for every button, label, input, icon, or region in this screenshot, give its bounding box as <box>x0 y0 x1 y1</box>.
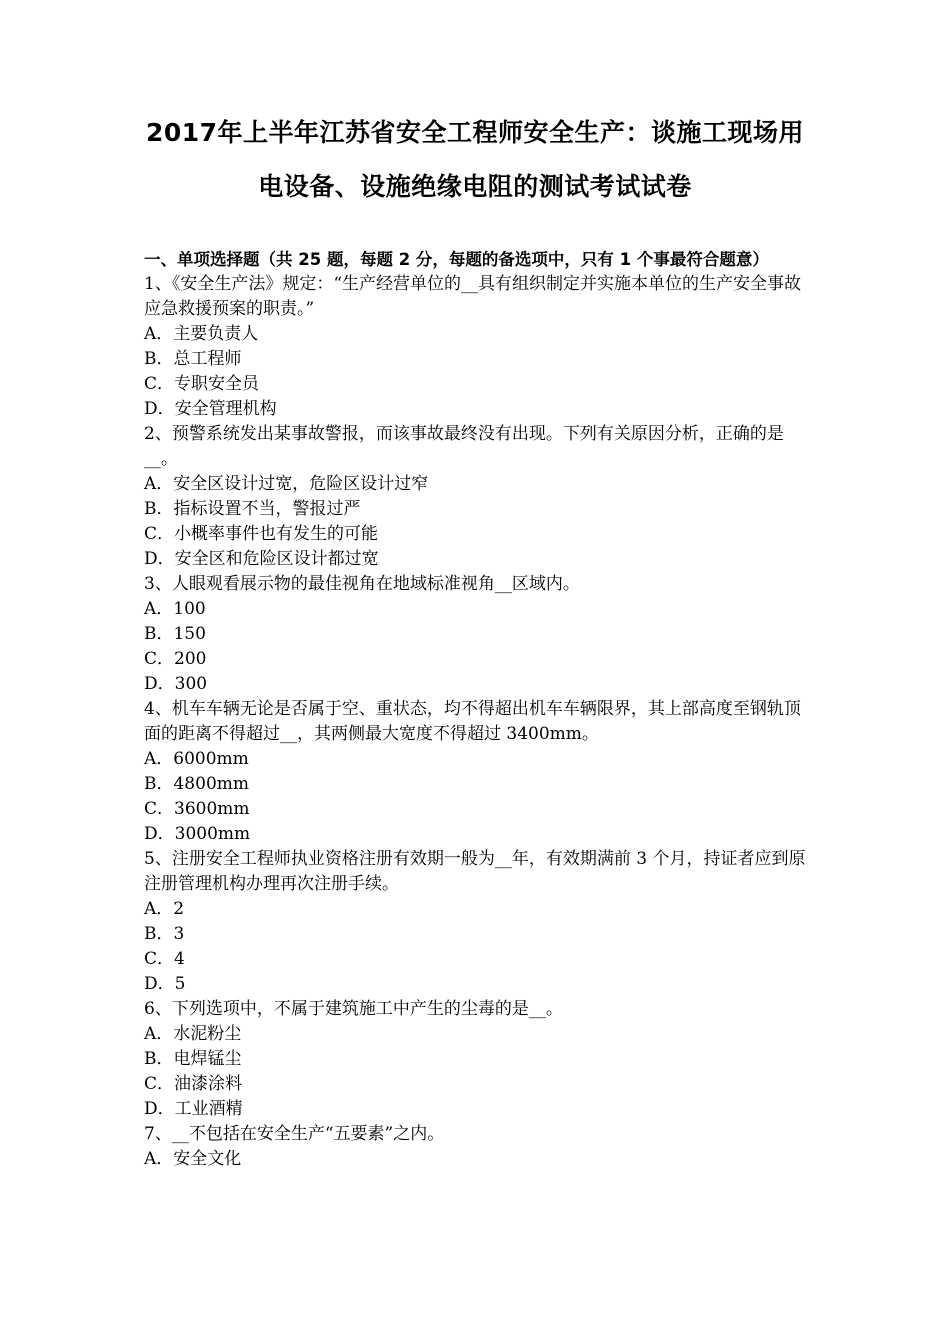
option-a: A．100 <box>144 599 206 619</box>
question-text: 3、人眼观看展示物的最佳视角在地域标准视角__区域内。 <box>144 574 580 594</box>
question-text: 4、机车车辆无论是否属于空、重状态，均不得超出机车车辆限界，其上部高度至钢轨顶面的距离不得超过__，其两侧最大宽度不得超过 3400mm。 <box>144 699 801 744</box>
option-a: A．安全文化 <box>144 1149 242 1169</box>
option-a: A．主要负责人 <box>144 324 259 344</box>
option-c: C．小概率事件也有发生的可能 <box>144 524 379 544</box>
option-d: D．工业酒精 <box>144 1099 243 1119</box>
question-text: 2、预警系统发出某事故警报，而该事故最终没有出现。下列有关原因分析，正确的是__。 <box>144 424 784 469</box>
document-title-line-2: 电设备、设施绝缘电阻的测试考试试卷 <box>258 172 692 201</box>
option-d: D．300 <box>144 674 208 694</box>
question-3 <box>144 572 808 697</box>
question-6 <box>144 997 808 1122</box>
option-a: A．安全区设计过宽，危险区设计过窄 <box>144 474 429 494</box>
question-7 <box>144 1122 808 1172</box>
question-1 <box>144 272 808 422</box>
option-a: A．6000mm <box>144 749 249 769</box>
option-a: A．2 <box>144 899 185 919</box>
question-5 <box>144 847 808 997</box>
option-d: D．5 <box>144 974 186 994</box>
option-c: C．专职安全员 <box>144 374 260 394</box>
option-b: B．总工程师 <box>144 349 242 369</box>
question-text: 1、《安全生产法》规定：“生产经营单位的__具有组织制定并实施本单位的生产安全事故应急救援预案的职责。” <box>144 274 802 319</box>
question-2 <box>144 422 808 572</box>
option-b: B．指标设置不当，警报过严 <box>144 499 361 519</box>
option-c: C．3600mm <box>144 799 250 819</box>
document-title-line-1: 2017年上半年江苏省安全工程师安全生产：谈施工现场用 <box>145 118 805 147</box>
option-b: B．3 <box>144 924 185 944</box>
option-c: C．油漆涂料 <box>144 1074 243 1094</box>
option-c: C．200 <box>144 649 207 669</box>
question-text: 6、下列选项中，不属于建筑施工中产生的尘毒的是__。 <box>144 999 563 1019</box>
option-a: A．水泥粉尘 <box>144 1024 242 1044</box>
option-d: D．安全管理机构 <box>144 399 277 419</box>
question-text: 7、__不包括在安全生产“五要素”之内。 <box>144 1124 445 1144</box>
document-body <box>144 247 808 1172</box>
option-d: D．安全区和危险区设计都过宽 <box>144 549 379 569</box>
option-d: D．3000mm <box>144 824 251 844</box>
option-b: B．电焊锰尘 <box>144 1049 242 1069</box>
question-4 <box>144 697 808 847</box>
question-text: 5、注册安全工程师执业资格注册有效期一般为__年，有效期满前 3 个月，持证者应到原注册管理机构办理再次注册手续。 <box>144 849 806 894</box>
option-c: C．4 <box>144 949 185 969</box>
section-heading: 一、单项选择题（共 25 题，每题 2 分，每题的备选项中，只有 1 个事最符合题意） <box>144 250 769 269</box>
option-b: B．150 <box>144 624 206 644</box>
option-b: B．4800mm <box>144 774 249 794</box>
